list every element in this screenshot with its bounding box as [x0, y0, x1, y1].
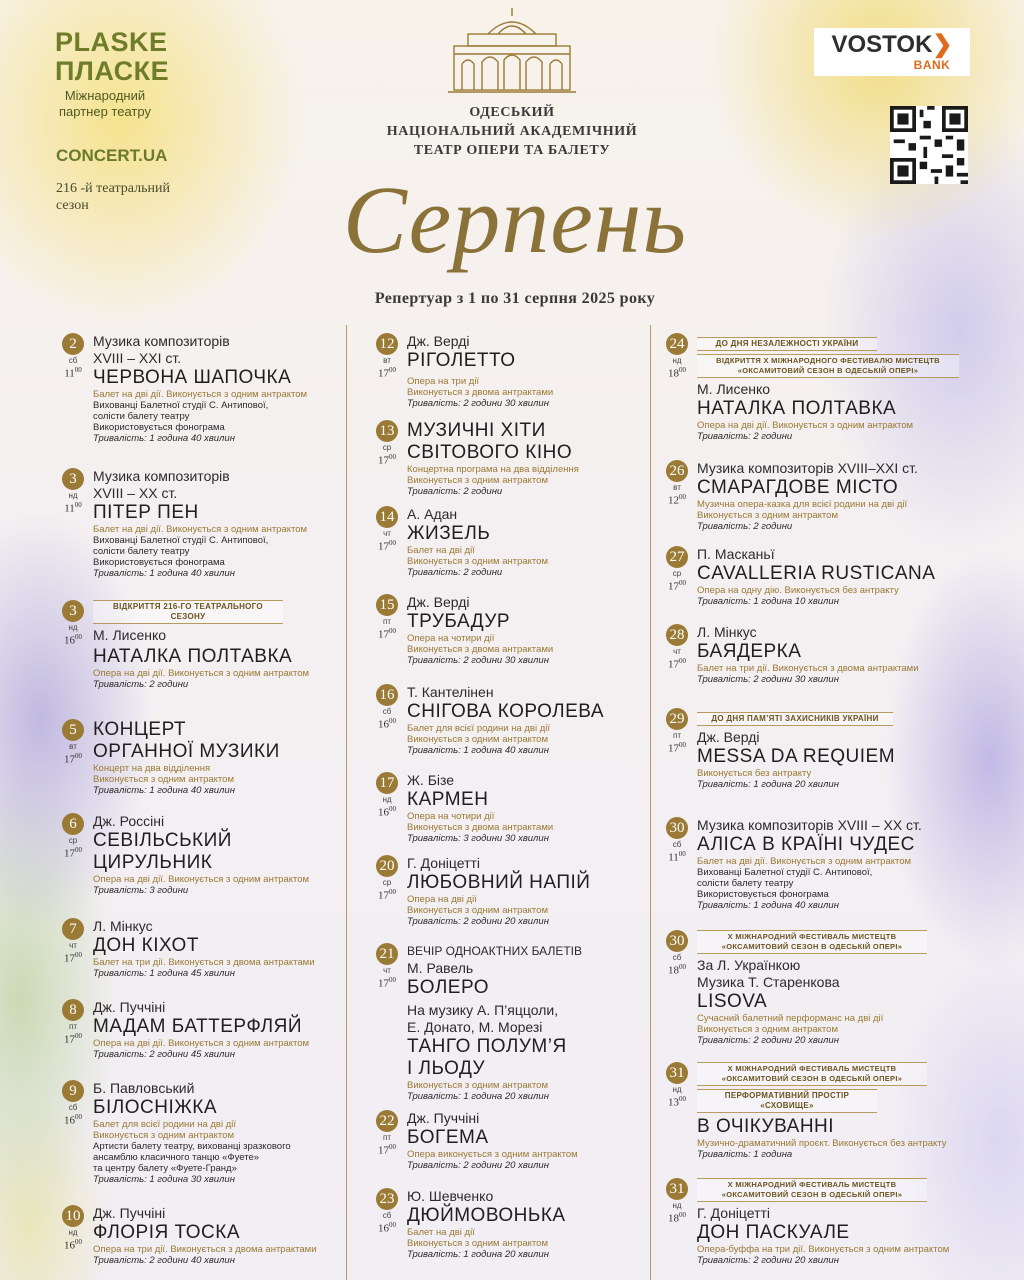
event-weekday: сб	[672, 953, 682, 962]
event-composer: Г. Доніцетті	[697, 1205, 771, 1221]
partner-logo	[55, 27, 170, 120]
event-genre: Виконується з одним антрактом	[407, 734, 548, 745]
event-title[interactable]: ТРУБАДУР	[407, 611, 511, 632]
event-date: 24	[666, 333, 688, 355]
event-weekday: пт	[383, 617, 391, 626]
event-genre: Виконується з двома антрактами	[407, 644, 554, 655]
event-time: $17^{00}$	[668, 741, 686, 755]
event-duration: Тривалість: 1 година 10 хвилин	[697, 596, 839, 607]
event-weekday: вт	[383, 356, 391, 365]
event-genre: Виконується з одним антрактом	[93, 774, 234, 785]
event-genre: Опера на дві дії. Виконується з одним антрактом	[93, 668, 310, 679]
event-time: $11^{00}$	[668, 850, 686, 864]
event-title[interactable]: СЕВІЛЬСЬКИЙ	[93, 830, 232, 851]
event-composer: Музика композиторів XVIII – XX ст.	[697, 817, 922, 833]
event-genre: Опера на дві дії. Виконується з одним антрактом	[93, 874, 310, 885]
event-date: 3	[62, 468, 84, 490]
event-date: 15	[376, 594, 398, 616]
event-composer: А. Адан	[407, 506, 458, 522]
event-date: 20	[376, 855, 398, 877]
bank-name: VOSTOK	[831, 31, 933, 58]
event-title[interactable]: ТАНГО ПОЛУМ’Я	[407, 1036, 567, 1057]
event-title[interactable]: В ОЧІКУВАННІ	[697, 1116, 835, 1137]
event-title[interactable]: МАДАМ БАТТЕРФЛЯЙ	[93, 1016, 303, 1037]
event-time: $16^{00}$	[64, 1238, 82, 1252]
event-note: Вихованці Балетної студії С. Антипової,	[93, 535, 269, 546]
event-time: $16^{00}$	[378, 805, 396, 819]
event-weekday: сб	[382, 1211, 392, 1220]
event-date: 30	[666, 817, 688, 839]
event-date: 6	[62, 813, 84, 835]
event-date: 13	[376, 420, 398, 442]
chevron-right-icon: ❯	[932, 31, 953, 58]
event-title[interactable]: ФЛОРІЯ ТОСКА	[93, 1222, 241, 1243]
event-date: 7	[62, 918, 84, 940]
event-note: та центру балету «Фуете-Гранд»	[93, 1163, 237, 1174]
event-composer: Дж. Верді	[697, 729, 760, 745]
event-banner: ВІДКРИТТЯ Х МІЖНАРОДНОГО ФЕСТИВАЛЮ МИСТЕЦТВ «ОКСАМИТОВИЙ СЕЗОН В ОДЕСЬКІЙ ОПЕРІ»	[697, 354, 959, 378]
event-composer: XVIII – XXI ст.	[93, 350, 182, 366]
event-time: $12^{00}$	[668, 493, 686, 507]
month-title: Серпень	[342, 166, 688, 273]
event-date: 8	[62, 999, 84, 1021]
event-genre: Виконується з одним антрактом	[93, 1130, 234, 1141]
event-note: солісти балету театру	[93, 411, 190, 422]
event-genre: Опера на чотири дії	[407, 633, 495, 644]
event-title[interactable]: МУЗИЧНІ ХІТИ	[407, 420, 546, 441]
event-banner: ДО ДНЯ ПАМ’ЯТІ ЗАХИСНИКІВ УКРАЇНИ	[697, 712, 893, 726]
event-time: $11^{00}$	[64, 366, 82, 380]
event-note: ансамблю класичного танцю «Фуете»	[93, 1152, 260, 1163]
event-note: Вихованці Балетної студії С. Антипової,	[93, 400, 269, 411]
event-duration: Тривалість: 1 година 40 хвилин	[93, 433, 235, 444]
event-composer: П. Масканьї	[697, 546, 775, 562]
event-duration: Тривалість: 1 година 20 хвилин	[407, 1249, 549, 1260]
event-time: $17^{00}$	[64, 846, 82, 860]
event-note: Використовується фонограма	[93, 422, 225, 433]
event-composer: Дж. Пуччіні	[407, 1110, 480, 1126]
bank-sub: BANK	[913, 58, 951, 72]
event-title[interactable]: ДОН ПАСКУАЛЕ	[697, 1222, 850, 1243]
event-banner: ПЕРФОРМАТИВНИЙ ПРОСТІР «СХОВИЩЕ»	[697, 1089, 877, 1113]
event-date: 31	[666, 1178, 688, 1200]
event-title[interactable]: І ЛЬОДУ	[407, 1058, 486, 1079]
event-note: солісти балету театру	[93, 546, 190, 557]
event-time: $17^{00}$	[378, 453, 396, 467]
event-time: $17^{00}$	[378, 888, 396, 902]
event-title[interactable]: БОГЕМА	[407, 1127, 489, 1148]
event-title[interactable]: БОЛЕРО	[407, 977, 489, 998]
event-title[interactable]: СВІТОВОГО КІНО	[407, 442, 573, 463]
event-duration: Тривалість: 1 година 20 хвилин	[697, 779, 839, 790]
event-genre: Опера на три дії. Виконується з двома антрактами	[93, 1244, 317, 1255]
event-duration: Тривалість: 1 година 20 хвилин	[407, 1091, 549, 1102]
bank-logo	[814, 28, 970, 76]
event-title[interactable]: ЖИЗЕЛЬ	[407, 523, 491, 544]
event-genre: Балет для всієї родини на дві дії	[407, 723, 551, 734]
event-genre: Виконується з одним антрактом	[407, 905, 548, 916]
event-banner: Х МІЖНАРОДНИЙ ФЕСТИВАЛЬ МИСТЕЦТВ «ОКСАМИТОВИЙ СЕЗОН В ОДЕСЬКІЙ ОПЕРІ»	[697, 930, 927, 954]
theatre-name-line: ТЕАТР ОПЕРИ ТА БАЛЕТУ	[413, 143, 611, 158]
event-time: $18^{00}$	[668, 963, 686, 977]
event-time: $17^{00}$	[64, 1032, 82, 1046]
event-title[interactable]: БІЛОСНІЖКА	[93, 1097, 218, 1118]
event-weekday: нд	[672, 1085, 682, 1094]
event-composer: М. Равель	[407, 960, 474, 976]
event-genre: Опера-буффа на три дії. Виконується з одним антрактом	[697, 1244, 950, 1255]
event-composer: За Л. Українкою	[697, 957, 801, 973]
event-duration: Тривалість: 2 години	[407, 567, 503, 578]
event-duration: Тривалість: 3 години 30 хвилин	[407, 833, 549, 844]
event-note: Використовується фонограма	[93, 557, 225, 568]
event-time: $17^{00}$	[378, 1143, 396, 1157]
event-genre: Виконується з одним антрактом	[407, 1238, 548, 1249]
event-time: $17^{00}$	[378, 366, 396, 380]
event-duration: Тривалість: 1 година 40 хвилин	[93, 568, 235, 579]
event-genre: Виконується з двома антрактами	[407, 822, 554, 833]
event-banner: ДО ДНЯ НЕЗАЛЕЖНОСТІ УКРАЇНИ	[697, 337, 877, 351]
event-weekday: пт	[383, 1133, 391, 1142]
event-time: $17^{00}$	[64, 752, 82, 766]
event-genre: Опера на чотири дії	[407, 811, 495, 822]
event-weekday: нд	[68, 1228, 78, 1237]
event-duration: Тривалість: 2 години 20 хвилин	[697, 1255, 839, 1266]
event-genre: Виконується з одним антрактом	[407, 475, 548, 486]
event-genre: Концерт на два відділення	[93, 763, 211, 774]
event-duration: Тривалість: 1 година 30 хвилин	[93, 1174, 235, 1185]
event-banner: ВІДКРИТТЯ 216-ГО ТЕАТРАЛЬНОГО СЕЗОНУ	[93, 600, 283, 624]
theatre-name	[340, 103, 684, 160]
event-genre: Опера виконується з одним антрактом	[407, 1149, 578, 1160]
event-title[interactable]: MESSA DA REQUIEM	[697, 746, 896, 767]
partner-caption: Міжнародний партнер театру	[59, 88, 151, 119]
event-title[interactable]: CAVALLERIA RUSTICANA	[697, 563, 936, 584]
event-time: $16^{00}$	[378, 1221, 396, 1235]
event-composer: Дж. Пуччіні	[93, 1205, 166, 1221]
event-time: $17^{00}$	[668, 579, 686, 593]
event-time: $13^{00}$	[668, 1095, 686, 1109]
event-composer: Дж. Верді	[407, 333, 470, 349]
event-genre: Виконується з одним антрактом	[407, 556, 548, 567]
event-composer: Музика композиторів XVIII–XXI ст.	[697, 460, 918, 476]
event-genre: Балет для всієї родини на дві дії	[93, 1119, 237, 1130]
event-title[interactable]: LISOVA	[697, 991, 768, 1012]
event-banner: Х МІЖНАРОДНИЙ ФЕСТИВАЛЬ МИСТЕЦТВ «ОКСАМИТОВИЙ СЕЗОН В ОДЕСЬКІЙ ОПЕРІ»	[697, 1062, 927, 1086]
event-weekday: нд	[672, 1201, 682, 1210]
event-genre: Опера на три дії	[407, 376, 480, 387]
event-date: 12	[376, 333, 398, 355]
event-composer: Л. Мінкус	[93, 918, 153, 934]
event-weekday: ср	[672, 569, 682, 578]
event-weekday: чт	[383, 966, 391, 975]
event-weekday: ср	[68, 836, 78, 845]
event-title[interactable]: ДОН КІХОТ	[93, 935, 199, 956]
event-composer: М. Лисенко	[93, 627, 167, 643]
event-weekday: сб	[382, 707, 392, 716]
event-title[interactable]: СМАРАГДОВЕ МІСТО	[697, 477, 899, 498]
event-title[interactable]: НАТАЛКА ПОЛТАВКА	[93, 646, 293, 667]
event-date: 29	[666, 708, 688, 730]
event-time: $16^{00}$	[378, 717, 396, 731]
repertoire-subtitle: Репертуар з 1 по 31 серпня 2025 року	[374, 290, 656, 307]
event-note: Вихованці Балетної студії С. Антипової,	[697, 867, 873, 878]
event-duration: Тривалість: 2 години 45 хвилин	[93, 1049, 235, 1060]
event-genre: Виконується без антракту	[697, 768, 812, 779]
event-title[interactable]: КОНЦЕРТ	[93, 719, 187, 740]
event-note: Артисти балету театру, вихованці зразкового	[93, 1141, 291, 1152]
event-composer: Е. Донато, М. Морезі	[407, 1019, 543, 1035]
event-duration: Тривалість: 1 година 45 хвилин	[93, 968, 235, 979]
event-genre: Балет на три дії. Виконується з двома антрактами	[93, 957, 315, 968]
event-duration: Тривалість: 2 години 30 хвилин	[407, 398, 549, 409]
event-date: 23	[376, 1188, 398, 1210]
event-time: $17^{00}$	[64, 951, 82, 965]
event-weekday: сб	[672, 840, 682, 849]
event-time: $17^{00}$	[378, 627, 396, 641]
event-date: 17	[376, 772, 398, 794]
event-duration: Тривалість: 2 години 20 хвилин	[697, 1035, 839, 1046]
event-duration: Тривалість: 1 година 40 хвилин	[407, 745, 549, 756]
event-duration: Тривалість: 2 години 30 хвилин	[697, 674, 839, 685]
partner-logo-line2: ПЛАСКЕ	[55, 56, 170, 86]
event-title[interactable]: РІГОЛЕТТО	[407, 350, 516, 371]
event-composer: Г. Доніцетті	[407, 855, 481, 871]
event-note: Використовується фонограма	[697, 889, 829, 900]
event-weekday: чт	[383, 529, 391, 538]
event-date: 10	[62, 1205, 84, 1227]
event-genre: Виконується з одним антрактом	[697, 1024, 838, 1035]
event-composer: Дж. Верді	[407, 594, 470, 610]
event-title[interactable]: ЛЮБОВНИЙ НАПІЙ	[407, 872, 591, 893]
event-weekday: вт	[69, 742, 77, 751]
ticket-logo: CONCERT.UA	[56, 146, 168, 165]
theatre-building-icon	[448, 6, 576, 96]
event-date: 2	[62, 333, 84, 355]
event-date: 16	[376, 684, 398, 706]
event-genre: Музична опера-казка для всієї родини на дві дії	[697, 499, 908, 510]
event-title[interactable]: НАТАЛКА ПОЛТАВКА	[697, 398, 897, 419]
event-series-label: ВЕЧІР ОДНОАКТНИХ БАЛЕТІВ	[407, 944, 582, 958]
event-date: 30	[666, 930, 688, 952]
event-composer: Ю. Шевченко	[407, 1188, 494, 1204]
event-genre: Балет на дві дії. Виконується з одним антрактом	[93, 389, 308, 400]
event-date: 5	[62, 719, 84, 741]
event-weekday: нд	[68, 491, 78, 500]
event-title[interactable]: ПІТЕР ПЕН	[93, 502, 199, 523]
event-composer: Ж. Бізе	[407, 772, 455, 788]
event-weekday: пт	[673, 731, 681, 740]
event-date: 28	[666, 624, 688, 646]
theatre-name-line: НАЦІОНАЛЬНИЙ АКАДЕМІЧНИЙ	[386, 124, 638, 139]
event-duration: Тривалість: 2 години 40 хвилин	[93, 1255, 235, 1266]
event-time: $17^{00}$	[378, 539, 396, 553]
event-weekday: нд	[68, 623, 78, 632]
event-genre: Балет на дві дії	[407, 545, 475, 556]
event-weekday: ср	[382, 878, 392, 887]
event-date: 14	[376, 506, 398, 528]
event-time: $17^{00}$	[668, 657, 686, 671]
event-time: $16^{00}$	[64, 633, 82, 647]
event-composer: Т. Кантелінен	[407, 684, 494, 700]
partner-logo-line1: PLASKE	[55, 27, 168, 57]
event-note: солісти балету театру	[697, 878, 794, 889]
event-weekday: сб	[68, 356, 78, 365]
event-time: $17^{00}$	[378, 976, 396, 990]
event-date: 21	[376, 943, 398, 965]
event-genre: Балет на дві дії. Виконується з одним антрактом	[697, 856, 912, 867]
event-date: 22	[376, 1110, 398, 1132]
event-time: $18^{00}$	[668, 366, 686, 380]
event-title[interactable]: ЧЕРВОНА ШАПОЧКА	[93, 367, 292, 388]
event-composer: Л. Мінкус	[697, 624, 757, 640]
event-duration: Тривалість: 2 години	[93, 679, 189, 690]
event-weekday: чт	[673, 647, 681, 656]
event-genre: Виконується з одним антрактом	[407, 1080, 548, 1091]
event-composer: XVIII – XX ст.	[93, 485, 178, 501]
event-genre: Балет на три дії. Виконується з двома антрактами	[697, 663, 919, 674]
event-weekday: чт	[69, 941, 77, 950]
event-date: 26	[666, 460, 688, 482]
event-weekday: нд	[382, 795, 392, 804]
event-title[interactable]: ЦИРУЛЬНИК	[93, 852, 213, 873]
event-title[interactable]: КАРМЕН	[407, 789, 489, 810]
event-duration: Тривалість: 2 години 20 хвилин	[407, 916, 549, 927]
event-duration: Тривалість: 1 година 40 хвилин	[93, 785, 235, 796]
event-title[interactable]: СНІГОВА КОРОЛЕВА	[407, 701, 605, 722]
event-genre: Сучасний балетний перформанс на дві дії	[697, 1013, 884, 1024]
event-date: 27	[666, 546, 688, 568]
event-genre: Концертна програма на два відділення	[407, 464, 579, 475]
event-time: $11^{00}$	[64, 501, 82, 515]
event-title[interactable]: ДЮЙМОВОНЬКА	[407, 1205, 566, 1226]
event-genre: Балет на дві дії	[407, 1227, 475, 1238]
event-genre: Опера на дві дії. Виконується з одним антрактом	[93, 1038, 310, 1049]
event-date: 31	[666, 1062, 688, 1084]
event-time: $16^{00}$	[64, 1113, 82, 1127]
event-weekday: сб	[68, 1103, 78, 1112]
event-time: $18^{00}$	[668, 1211, 686, 1225]
event-date: 9	[62, 1080, 84, 1102]
event-weekday: нд	[672, 356, 682, 365]
event-duration: Тривалість: 1 година 40 хвилин	[697, 900, 839, 911]
event-genre: Балет на дві дії. Виконується з одним антрактом	[93, 524, 308, 535]
event-weekday: вт	[673, 483, 681, 492]
event-title[interactable]: ОРГАННОЇ МУЗИКИ	[93, 741, 280, 762]
event-composer: М. Лисенко	[697, 381, 771, 397]
event-duration: Тривалість: 2 години	[697, 431, 793, 442]
event-duration: Тривалість: 2 години 30 хвилин	[407, 655, 549, 666]
event-date: 3	[62, 600, 84, 622]
event-genre: Виконується з одним антрактом	[697, 510, 838, 521]
event-genre: Опера на одну дію. Виконується без антракту	[697, 585, 899, 596]
event-banner: Х МІЖНАРОДНИЙ ФЕСТИВАЛЬ МИСТЕЦТВ «ОКСАМИТОВИЙ СЕЗОН В ОДЕСЬКІЙ ОПЕРІ»	[697, 1178, 927, 1202]
event-genre: Опера на дві дії. Виконується з одним антрактом	[697, 420, 914, 431]
theatre-name-line: ОДЕСЬКИЙ	[469, 105, 555, 120]
season-label: 216 -й театральний сезон	[56, 181, 170, 213]
event-genre: Музично-драматичний проєкт. Виконується без антракту	[697, 1138, 947, 1149]
event-title[interactable]: БАЯДЕРКА	[697, 641, 802, 662]
event-composer: Б. Павловський	[93, 1080, 195, 1096]
qr-code-icon[interactable]	[890, 106, 968, 184]
event-title[interactable]: АЛІСА В КРАЇНІ ЧУДЕС	[697, 834, 915, 855]
event-composer: Музика композиторів	[93, 468, 230, 484]
event-duration: Тривалість: 1 година	[697, 1149, 793, 1160]
event-duration: Тривалість: 2 години	[407, 486, 503, 497]
event-weekday: пт	[69, 1022, 77, 1031]
event-genre: Виконується з двома антрактами	[407, 387, 554, 398]
event-composer: Музика Т. Старенкова	[697, 974, 840, 990]
event-composer: На музику А. П’яццоли,	[407, 1002, 559, 1018]
event-duration: Тривалість: 2 години	[697, 521, 793, 532]
event-composer: Дж. Россіні	[93, 813, 165, 829]
event-composer: Дж. Пуччіні	[93, 999, 166, 1015]
event-duration: Тривалість: 3 години	[93, 885, 189, 896]
event-weekday: ср	[382, 443, 392, 452]
event-duration: Тривалість: 2 години 20 хвилин	[407, 1160, 549, 1171]
event-genre: Опера на дві дії	[407, 894, 477, 905]
event-composer: Музика композиторів	[93, 333, 230, 349]
